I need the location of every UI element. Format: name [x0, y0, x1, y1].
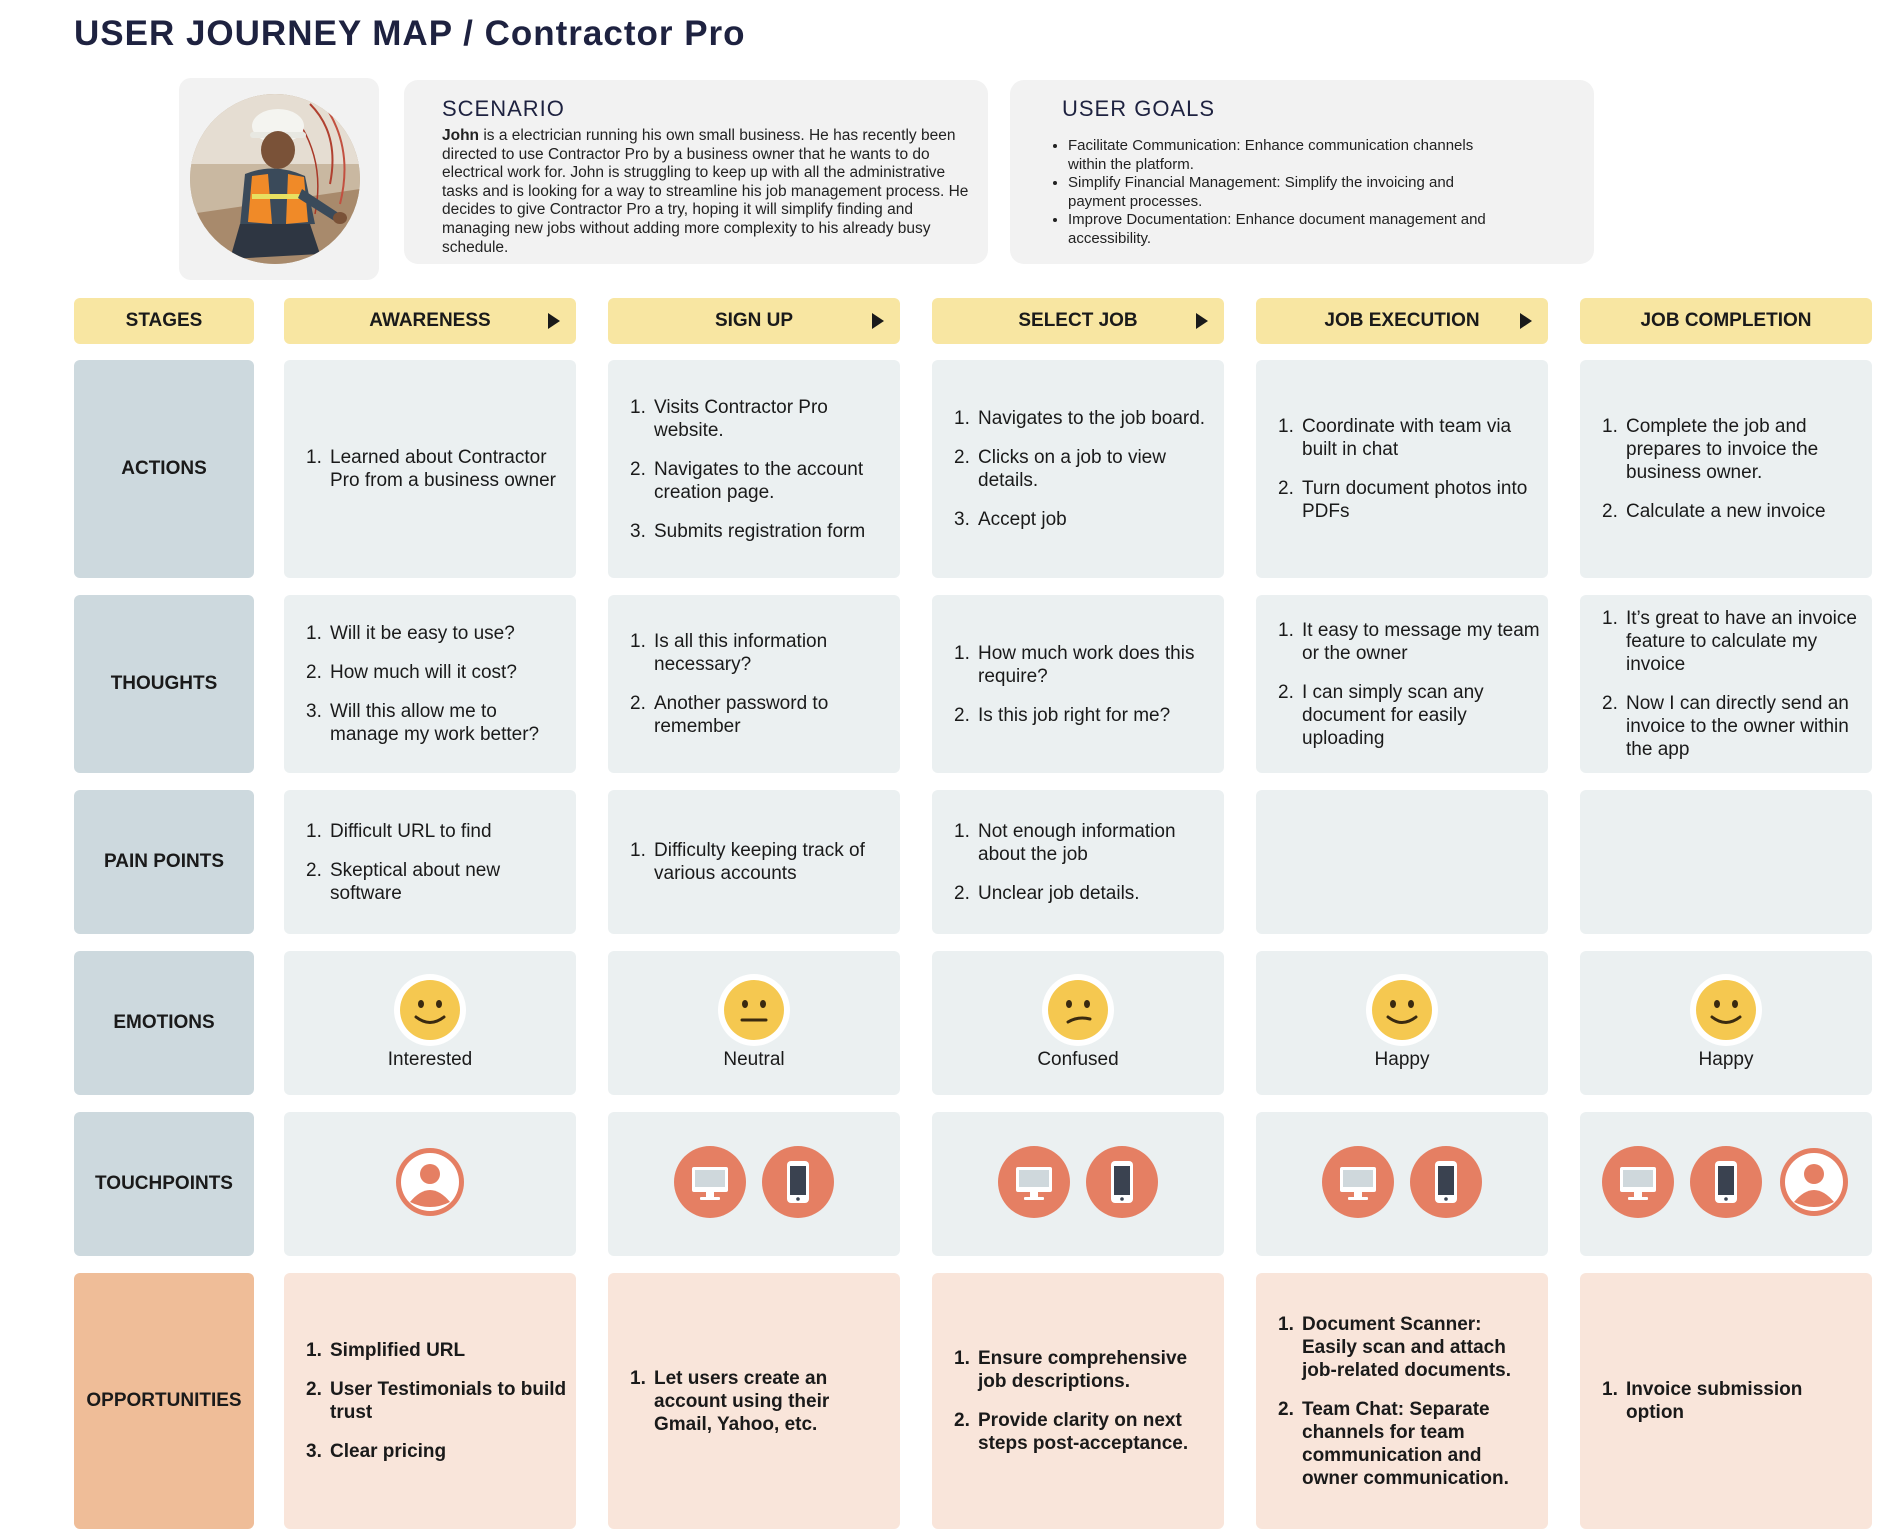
- list-item: [306, 1378, 568, 1424]
- thoughts-cell-1: [284, 595, 576, 773]
- list-item-number: 3.: [954, 509, 970, 530]
- row-label-text: THOUGHTS: [110, 673, 218, 694]
- list-item-number: 1.: [1278, 1313, 1294, 1335]
- list-item: [954, 407, 1216, 430]
- thoughts-cell-2: [608, 595, 900, 773]
- play-arrow-icon: [548, 313, 560, 329]
- list-item: [630, 692, 892, 738]
- list-item-text: I can simply scan any document for easily uploading: [1302, 681, 1484, 749]
- row-label-emotions: [74, 951, 254, 1095]
- list-item: [306, 700, 568, 746]
- list-item-number: 1.: [306, 623, 322, 644]
- stage-header-2: [608, 298, 900, 344]
- scenario-heading: SCENARIO: [442, 96, 565, 121]
- row-label-text: PAIN POINTS: [104, 851, 224, 872]
- list-item: [1278, 1313, 1540, 1382]
- pain-points-cell-2: [608, 790, 900, 934]
- list-item-text: User Testimonials to build trust: [330, 1379, 567, 1423]
- list-item-number: 1.: [954, 642, 970, 664]
- list-item-text: Let users create an account using their Gmail, Yahoo, etc.: [654, 1367, 830, 1435]
- mobile-icon: [1690, 1146, 1762, 1223]
- pain-points-cell-1: [284, 790, 576, 934]
- touchpoint-icons: [284, 1112, 576, 1256]
- row-label-pain-points: [74, 790, 254, 934]
- stage-header-4: [1256, 298, 1548, 344]
- scenario-text: [442, 127, 972, 257]
- desktop-icon: [1602, 1146, 1674, 1223]
- list-item: [630, 458, 892, 504]
- scenario-card: [404, 80, 988, 264]
- pain-points-cell-4: [1256, 790, 1548, 934]
- persona-photo: [190, 94, 360, 264]
- user-goals-card: [1010, 80, 1594, 264]
- pain-points-cell-5: [1580, 790, 1872, 934]
- list-item-text: Complete the job and prepares to invoice the business owner.: [1626, 416, 1819, 483]
- actions-cell-1: [284, 360, 576, 578]
- list-item-number: 2.: [630, 458, 646, 480]
- list-item-number: 1.: [954, 820, 970, 842]
- list-item: [1602, 500, 1864, 523]
- persona-card: [179, 78, 379, 280]
- list-item-number: 2.: [954, 1410, 970, 1431]
- mobile-icon: [1086, 1146, 1158, 1223]
- numbered-list: [1602, 1273, 1864, 1529]
- touchpoints-cell-1: [284, 1112, 576, 1256]
- list-item-text: Simplified URL: [330, 1340, 466, 1361]
- mobile-icon: [762, 1146, 834, 1223]
- list-item-text: Submits registration form: [654, 520, 866, 542]
- list-item: [306, 1339, 568, 1362]
- emotion-icon-wrap: [608, 973, 900, 1052]
- list-item-number: 2.: [1278, 478, 1294, 499]
- stage-title: SELECT JOB: [1018, 310, 1138, 331]
- list-item: [1278, 477, 1540, 523]
- touchpoint-icons: [932, 1112, 1224, 1256]
- list-item: [630, 839, 892, 885]
- list-item: [1278, 415, 1540, 461]
- touchpoint-icons: [608, 1112, 900, 1256]
- opportunities-cell-3: [932, 1273, 1224, 1529]
- list-item: [630, 396, 892, 442]
- emotions-cell-3: [932, 951, 1224, 1095]
- list-item: [1602, 415, 1864, 484]
- list-item-text: Will it be easy to use?: [330, 623, 515, 644]
- list-item-number: 3.: [306, 701, 322, 722]
- list-item: [1602, 692, 1864, 761]
- list-item-text: How much work does this require?: [978, 642, 1195, 687]
- desktop-icon: [998, 1146, 1070, 1223]
- row-label-text: EMOTIONS: [113, 1012, 215, 1033]
- happy-face-icon: [1689, 973, 1763, 1052]
- list-item-text: It’s great to have an invoice feature to calculate my invoice: [1626, 608, 1857, 675]
- list-item-text: Will this allow me to manage my work better?: [330, 701, 540, 745]
- actions-cell-3: [932, 360, 1224, 578]
- list-item-text: Accept job: [978, 509, 1067, 530]
- list-item: [1278, 1398, 1540, 1490]
- stage-header-1: [284, 298, 576, 344]
- emotion-icon-wrap: [284, 973, 576, 1052]
- list-item-number: 1.: [630, 631, 646, 652]
- list-item-text: Unclear job details.: [978, 882, 1140, 904]
- stage-title: SIGN UP: [714, 310, 794, 331]
- list-item-number: 3.: [630, 520, 646, 542]
- list-item-text: Not enough information about the job: [978, 820, 1176, 865]
- list-item-number: 1.: [306, 447, 322, 468]
- goal-item: • Simplify Financial Management: Simplify the invoicing and payment processes.: [1068, 174, 1502, 211]
- list-item-text: Difficult URL to find: [330, 820, 492, 842]
- emotion-icon-wrap: [1256, 973, 1548, 1052]
- list-item: [954, 1409, 1216, 1455]
- list-item-text: Calculate a new invoice: [1626, 501, 1826, 522]
- list-item-number: 2.: [1602, 693, 1618, 714]
- person-icon: [1778, 1146, 1850, 1223]
- neutral-face-icon: [717, 973, 791, 1052]
- numbered-list: [306, 360, 568, 578]
- list-item-number: 2.: [306, 1379, 322, 1400]
- numbered-list: [1278, 1273, 1540, 1529]
- touchpoint-icons: [1256, 1112, 1548, 1256]
- numbered-list: [630, 790, 892, 934]
- goal-item: • Facilitate Communication: Enhance communication channels within the platform.: [1068, 137, 1502, 174]
- list-item-text: Document Scanner: Easily scan and attach job-related documents.: [1302, 1313, 1512, 1381]
- persona-name: John: [442, 127, 480, 144]
- list-item: [306, 1440, 568, 1463]
- list-item-number: 2.: [1278, 1398, 1294, 1420]
- row-label-text: ACTIONS: [121, 458, 207, 479]
- stages-label-cell: [74, 298, 254, 344]
- list-item-number: 1.: [1278, 416, 1294, 437]
- opportunities-cell-4: [1256, 1273, 1548, 1529]
- row-label-thoughts: [74, 595, 254, 773]
- numbered-list: [1602, 595, 1864, 773]
- numbered-list: [954, 360, 1216, 578]
- desktop-icon: [1322, 1146, 1394, 1223]
- numbered-list: [630, 360, 892, 578]
- list-item-text: Provide clarity on next steps post-acceptance.: [978, 1410, 1189, 1454]
- confused-face-icon: [1041, 973, 1115, 1052]
- list-item-number: 1.: [1278, 619, 1294, 641]
- emotions-cell-2: [608, 951, 900, 1095]
- list-item-number: 2.: [630, 693, 646, 714]
- stage-header-5: [1580, 298, 1872, 344]
- emotion-label: Interested: [387, 1049, 473, 1070]
- page-title: USER JOURNEY MAP / Contractor Pro: [74, 14, 746, 53]
- list-item-text: It easy to message my team or the owner: [1302, 619, 1540, 664]
- list-item: [1278, 681, 1540, 750]
- stages-label: STAGES: [125, 310, 203, 331]
- touchpoint-icons: [1580, 1112, 1872, 1256]
- list-item: [1278, 619, 1540, 665]
- list-item-text: Navigates to the job board.: [978, 408, 1206, 429]
- numbered-list: [306, 595, 568, 773]
- emotion-label: Happy: [1698, 1049, 1754, 1070]
- numbered-list: [954, 595, 1216, 773]
- list-item: [306, 622, 568, 645]
- list-item: [954, 508, 1216, 531]
- pain-points-cell-3: [932, 790, 1224, 934]
- touchpoints-cell-2: [608, 1112, 900, 1256]
- row-label-actions: [74, 360, 254, 578]
- list-item-number: 2.: [1602, 501, 1618, 522]
- list-item-number: 1.: [630, 396, 646, 418]
- goal-item: • Improve Documentation: Enhance document management and accessibility.: [1068, 211, 1502, 248]
- list-item-text: Navigates to the account creation page.: [654, 458, 864, 503]
- list-item-number: 2.: [306, 662, 322, 683]
- list-item-text: Clicks on a job to view details.: [978, 447, 1166, 491]
- emotion-icon-wrap: [932, 973, 1224, 1052]
- list-item: [306, 446, 568, 492]
- play-arrow-icon: [872, 313, 884, 329]
- actions-cell-5: [1580, 360, 1872, 578]
- list-item-number: 1.: [306, 820, 322, 842]
- stage-title: JOB EXECUTION: [1324, 310, 1480, 331]
- desktop-icon: [674, 1146, 746, 1223]
- list-item-text: Clear pricing: [330, 1441, 447, 1462]
- list-item: [954, 1347, 1216, 1393]
- numbered-list: [954, 790, 1216, 934]
- list-item-text: Difficulty keeping track of various accounts: [654, 840, 865, 884]
- mobile-icon: [1410, 1146, 1482, 1223]
- numbered-list: [306, 790, 568, 934]
- row-label-touchpoints: [74, 1112, 254, 1256]
- list-item-number: 1.: [630, 1367, 646, 1389]
- user-goals-list: [1050, 137, 1502, 248]
- actions-cell-4: [1256, 360, 1548, 578]
- numbered-list: [954, 1273, 1216, 1529]
- list-item-number: 1.: [1602, 608, 1618, 629]
- list-item-number: 1.: [1602, 1379, 1618, 1400]
- list-item: [630, 520, 892, 543]
- thoughts-cell-3: [932, 595, 1224, 773]
- opportunities-cell-5: [1580, 1273, 1872, 1529]
- emotion-label: Confused: [1037, 1049, 1119, 1070]
- stage-title: AWARENESS: [369, 310, 491, 331]
- row-label-text: TOUCHPOINTS: [95, 1173, 233, 1194]
- list-item: [954, 882, 1216, 905]
- list-item-number: 2.: [1278, 681, 1294, 703]
- list-item-number: 1.: [306, 1340, 322, 1361]
- numbered-list: [1278, 595, 1540, 773]
- happy-face-icon: [393, 973, 467, 1052]
- row-label-text: OPPORTUNITIES: [86, 1390, 242, 1411]
- opportunities-cell-1: [284, 1273, 576, 1529]
- list-item: [306, 661, 568, 684]
- list-item-number: 1.: [954, 408, 970, 429]
- list-item: [1602, 607, 1864, 676]
- stage-header-3: [932, 298, 1224, 344]
- list-item-text: Is this job right for me?: [978, 704, 1171, 726]
- list-item: [954, 704, 1216, 727]
- list-item-text: Learned about Contractor Pro from a business owner: [330, 447, 556, 491]
- scenario-body: is a electrician running his own small business. He has recently been directed to use Contractor Pro by a business owner that he wants to do electrical work for. John is struggling to keep up with all the administrative tasks and is looking for a way to streamline his job management process. He decides to give Contractor Pro a try, hoping it will simplify finding and managing new jobs without adding more complexity to his already busy schedule.: [442, 127, 969, 256]
- touchpoints-cell-5: [1580, 1112, 1872, 1256]
- touchpoints-cell-4: [1256, 1112, 1548, 1256]
- list-item-number: 1.: [630, 840, 646, 861]
- list-item-number: 1.: [954, 1348, 970, 1369]
- list-item-number: 2.: [954, 704, 970, 726]
- list-item-number: 2.: [306, 859, 322, 881]
- row-label-opportunities: [74, 1273, 254, 1529]
- emotions-cell-5: [1580, 951, 1872, 1095]
- list-item: [954, 642, 1216, 688]
- list-item-number: 2.: [954, 447, 970, 468]
- list-item-text: Is all this information necessary?: [654, 631, 828, 675]
- stage-title: JOB COMPLETION: [1640, 310, 1812, 331]
- list-item: [630, 1367, 892, 1436]
- emotions-cell-1: [284, 951, 576, 1095]
- list-item-number: 3.: [306, 1441, 322, 1462]
- happy-face-icon: [1365, 973, 1439, 1052]
- play-arrow-icon: [1520, 313, 1532, 329]
- play-arrow-icon: [1196, 313, 1208, 329]
- list-item: [954, 446, 1216, 492]
- list-item-number: 1.: [1602, 416, 1618, 437]
- emotion-icon-wrap: [1580, 973, 1872, 1052]
- thoughts-cell-5: [1580, 595, 1872, 773]
- list-item-text: Ensure comprehensive job descriptions.: [978, 1348, 1188, 1392]
- list-item: [306, 820, 568, 843]
- user-goals-heading: USER GOALS: [1062, 96, 1216, 121]
- opportunities-cell-2: [608, 1273, 900, 1529]
- list-item-number: 2.: [954, 882, 970, 904]
- numbered-list: [1278, 360, 1540, 578]
- numbered-list: [1602, 360, 1864, 578]
- list-item-text: Coordinate with team via built in chat: [1302, 416, 1512, 460]
- numbered-list: [306, 1273, 568, 1529]
- list-item-text: Skeptical about new software: [330, 859, 501, 904]
- numbered-list: [630, 595, 892, 773]
- list-item-text: Turn document photos into PDFs: [1302, 478, 1528, 522]
- emotions-cell-4: [1256, 951, 1548, 1095]
- list-item-text: Now I can directly send an invoice to the owner within the app: [1626, 693, 1849, 760]
- list-item-text: How much will it cost?: [330, 662, 517, 683]
- list-item: [1602, 1378, 1864, 1424]
- list-item: [306, 859, 568, 905]
- thoughts-cell-4: [1256, 595, 1548, 773]
- touchpoints-cell-3: [932, 1112, 1224, 1256]
- emotion-label: Happy: [1374, 1049, 1430, 1070]
- list-item-text: Team Chat: Separate channels for team communication and owner communication.: [1302, 1398, 1509, 1489]
- emotion-label: Neutral: [723, 1049, 785, 1070]
- list-item: [630, 630, 892, 676]
- actions-cell-2: [608, 360, 900, 578]
- person-icon: [394, 1146, 466, 1223]
- list-item: [954, 820, 1216, 866]
- list-item-text: Visits Contractor Pro website.: [654, 396, 828, 441]
- list-item-text: Another password to remember: [654, 693, 829, 737]
- numbered-list: [630, 1273, 892, 1529]
- list-item-text: Invoice submission option: [1626, 1379, 1803, 1423]
